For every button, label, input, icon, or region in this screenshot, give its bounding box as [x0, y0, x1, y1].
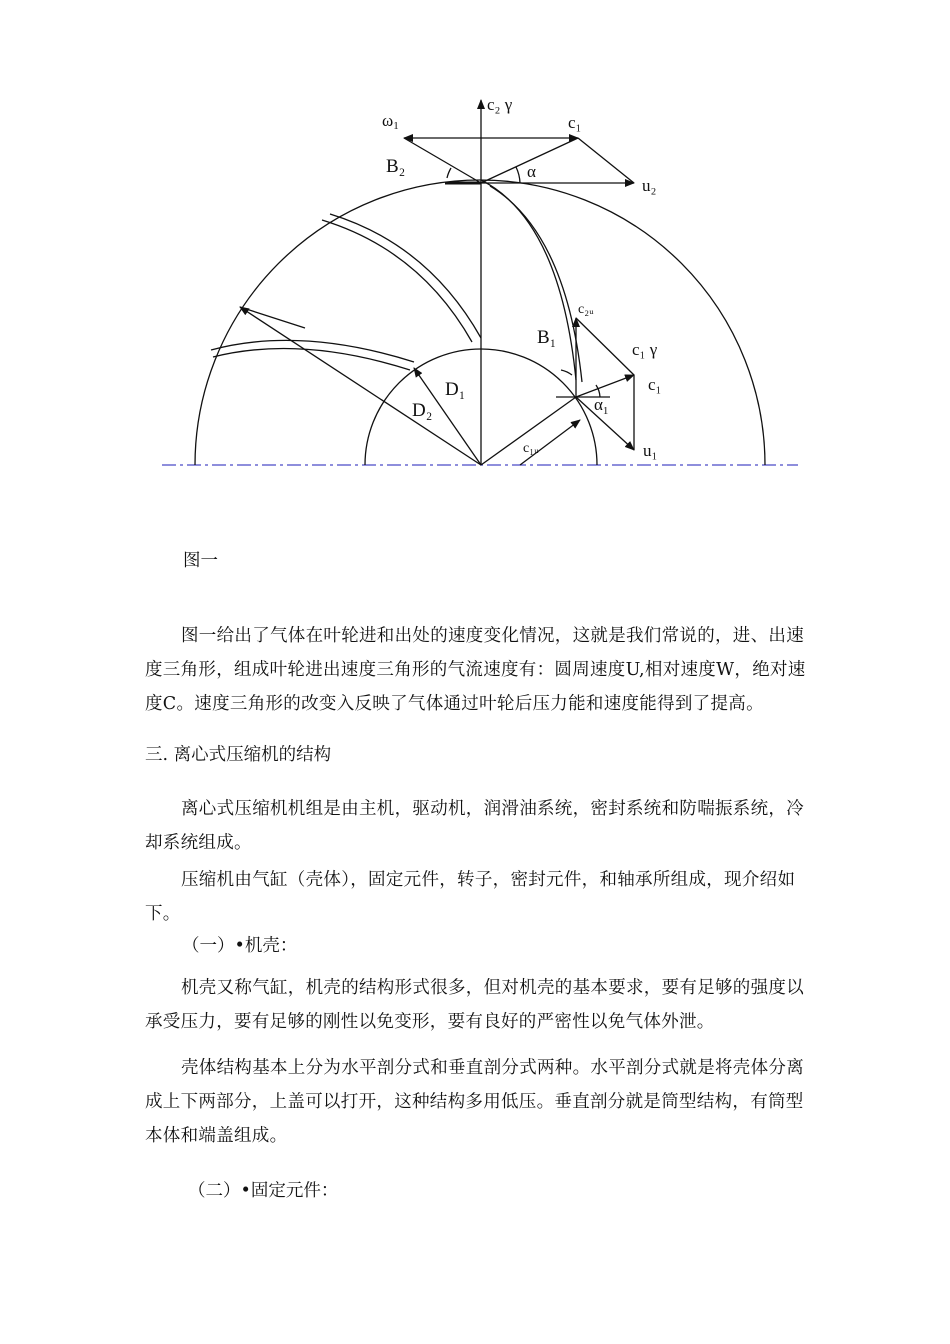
paragraph-casing-requirements: 机壳又称气缸，机壳的结构形式很多，但对机壳的基本要求，要有足够的强度以承受压力，要有足够的刚性以免变形，要有良好的严密性以免气体外泄。 [145, 978, 804, 1032]
paragraph-casing-types: 壳体结构基本上分为水平剖分式和垂直剖分式两种。水平剖分式就是将壳体分离成上下两部分，上盖可以打开，这种结构多用低压。垂直剖分就是筒型结构，有筒型本体和端盖组成。 [145, 1058, 804, 1146]
blade-right-2 [490, 186, 582, 382]
subheading-fixed-components: （二）•固定元件： [188, 1181, 339, 1201]
label-omega1: ω1 [382, 111, 399, 132]
subheading-casing: （一）•机壳： [182, 936, 298, 956]
blade-left [322, 220, 472, 342]
outer-circle-d2 [195, 180, 765, 465]
paragraph-velocity-triangle: 图一给出了气体在叶轮进和出处的速度变化情况，这就是我们常说的，进、出速度三角形，组成叶轮进出速度三角形的气流速度有：圆周速度U,相对速度W，绝对速度C。速度三角形的改变入反映了气体通过叶轮后压力能和速度能得到了提高。 [145, 626, 806, 714]
label-u1: u₁ [643, 441, 658, 460]
blade-lower-left [213, 349, 410, 370]
label-beta2: B₂ [386, 156, 406, 177]
label-c1u: c₁ᵤ [523, 441, 539, 456]
paragraph-compressor-parts: 压缩机由气缸（壳体），固定元件，转子，密封元件，和轴承所组成，现介绍如下。 [145, 870, 796, 924]
label-c2-gamma: c₂ γ [487, 95, 513, 114]
label-c2u: c₂ᵤ [578, 302, 594, 317]
label-beta1: B₁ [537, 327, 557, 348]
label-alpha1: $\alpha_1$ [594, 395, 609, 417]
impeller-velocity-triangle-figure [0, 0, 950, 540]
label-alpha: α [527, 162, 536, 181]
label-c1-top: c₁ [568, 113, 582, 132]
figure-caption: 图一 [183, 551, 218, 571]
paragraph-unit-composition: 离心式压缩机机组是由主机，驱动机，润滑油系统，密封系统和防喘振系统，冷却系统组成。 [145, 799, 804, 853]
label-c1-right: c₁ [648, 375, 662, 394]
label-d2: D₂ [412, 400, 433, 421]
section-heading-3: 三. 离心式压缩机的结构 [145, 745, 332, 765]
label-c1-gamma: c₁ γ [632, 340, 658, 359]
label-d1: D₁ [445, 379, 466, 400]
beta2-arc [447, 168, 451, 178]
beta1-arc [561, 370, 572, 375]
c1-arrow [576, 375, 634, 397]
alpha-arc [516, 167, 520, 183]
label-u2: u₂ [642, 176, 657, 195]
